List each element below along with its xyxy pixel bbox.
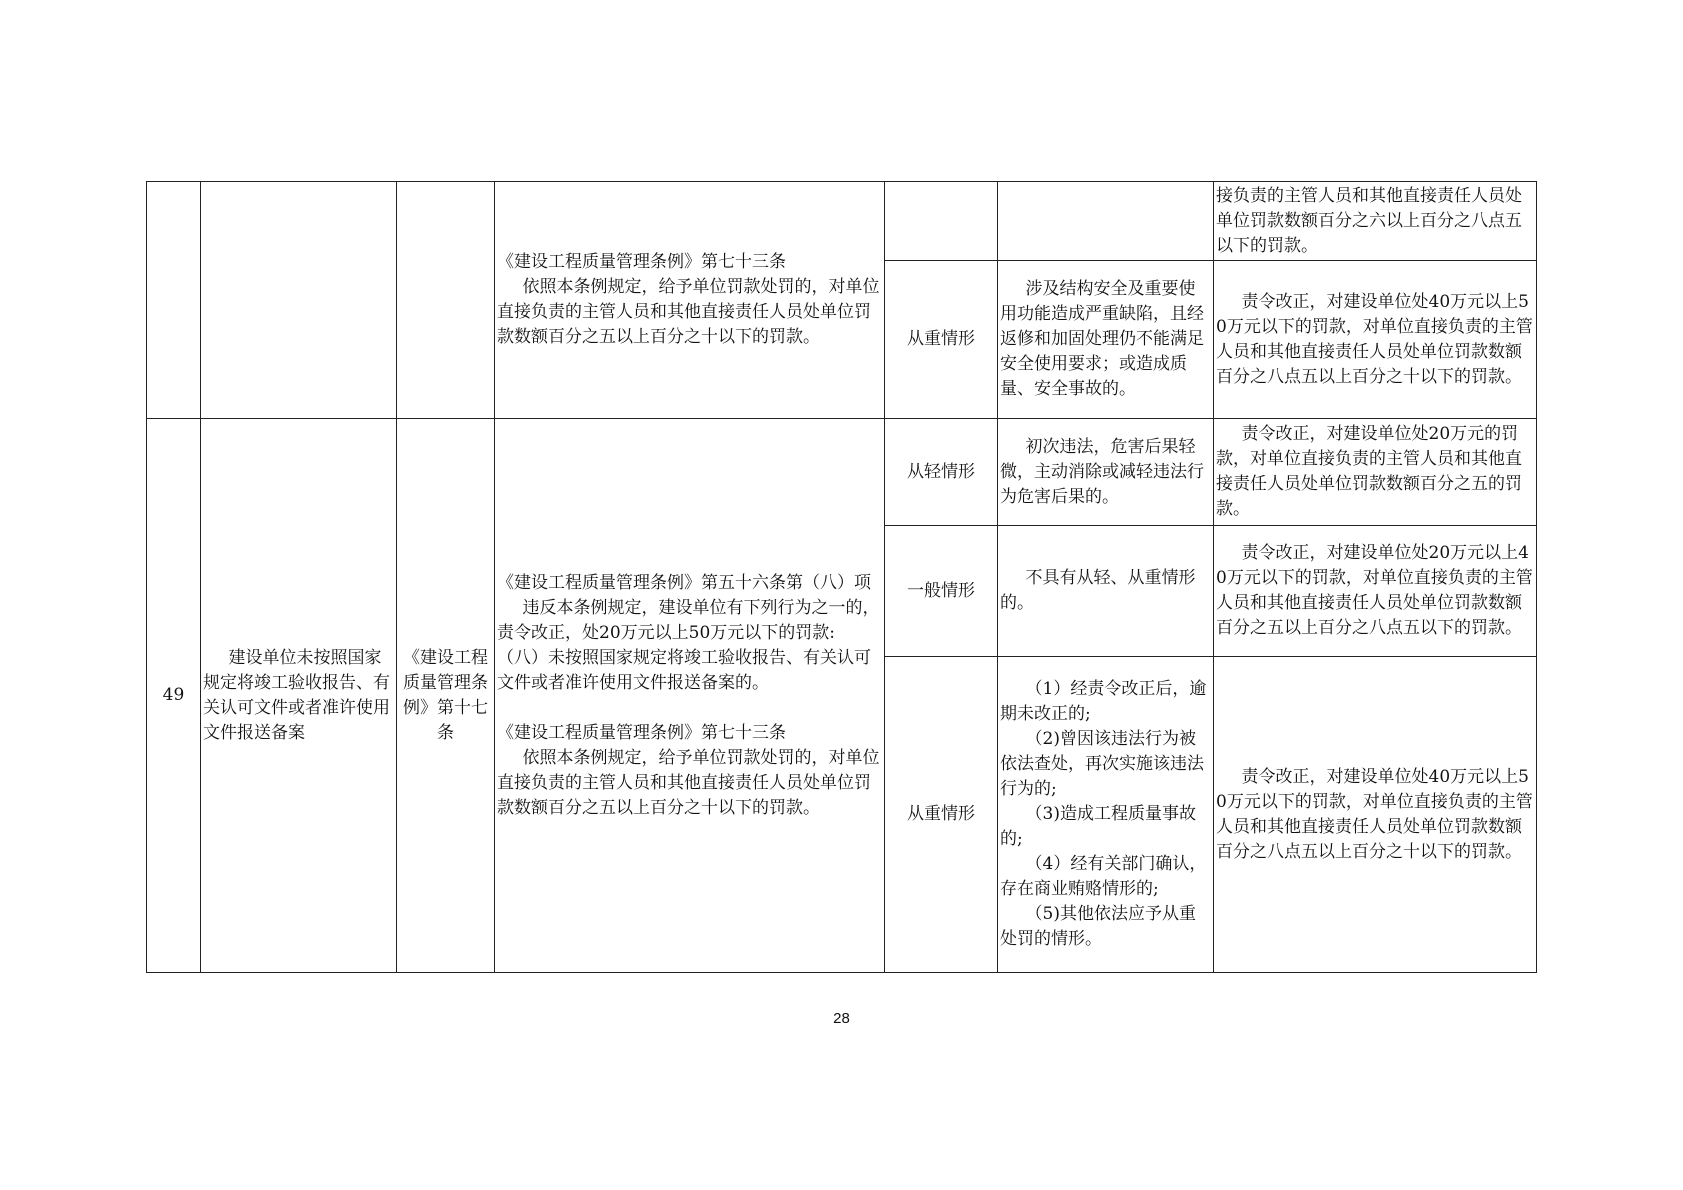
condition-item: （5)其他依法应予从重处罚的情形。 bbox=[1000, 904, 1196, 949]
condition-item: （1）经责令改正后，逾期未改正的; bbox=[1000, 679, 1207, 724]
legal-basis-paragraph: （八）未按照国家规定将竣工验收报告、有关认可文件或者准许使用文件报送备案的。 bbox=[497, 647, 871, 693]
legal-basis-spacer bbox=[497, 696, 882, 721]
condition-cell: 涉及结构安全及重要使用功能造成严重缺陷，且经返修和加固处理仍不能满足安全使用要求；或造成质量、安全事故的。 bbox=[998, 261, 1214, 419]
standard-cell: 责令改正，对建设单位处40万元以上50万元以下的罚款，对单位直接负责的主管人员和其他直接责任人员处单位罚款数额百分之八点五以上百分之十以下的罚款。 bbox=[1214, 261, 1537, 419]
basis-cell bbox=[397, 182, 495, 419]
level-cell: 从重情形 bbox=[885, 261, 998, 419]
number-cell: 49 bbox=[147, 419, 201, 973]
condition-item: （3)造成工程质量事故的; bbox=[1000, 804, 1196, 849]
number-cell bbox=[147, 182, 201, 419]
level-cell bbox=[885, 182, 998, 261]
condition-cell bbox=[998, 657, 1214, 973]
legal-basis-cell bbox=[495, 419, 885, 973]
basis-cell: 《建设工程质量管理条例》第十七条 bbox=[397, 419, 495, 973]
violation-cell: 建设单位未按照国家规定将竣工验收报告、有关认可文件或者准许使用文件报送备案 bbox=[201, 419, 397, 973]
legal-basis-paragraph: 依照本条例规定，给予单位罚款处罚的，对单位直接负责的主管人员和其他直接责任人员处单位罚款数额百分之五以上百分之十以下的罚款。 bbox=[497, 277, 880, 347]
table-row bbox=[147, 182, 1537, 261]
violation-cell bbox=[201, 182, 397, 419]
level-cell: 从轻情形 bbox=[885, 419, 998, 526]
legal-basis-paragraph: 《建设工程质量管理条例》第七十三条 bbox=[497, 722, 786, 743]
table-row bbox=[147, 419, 1537, 526]
condition-cell bbox=[998, 182, 1214, 261]
level-cell: 从重情形 bbox=[885, 657, 998, 973]
standard-cell: 责令改正，对建设单位处20万元以上40万元以下的罚款，对单位直接负责的主管人员和其他直接责任人员处单位罚款数额百分之五以上百分之八点五以下的罚款。 bbox=[1214, 526, 1537, 657]
legal-basis-cell bbox=[495, 182, 885, 419]
legal-basis-paragraph: 依照本条例规定，给予单位罚款处罚的，对单位直接负责的主管人员和其他直接责任人员处单位罚款数额百分之五以上百分之十以下的罚款。 bbox=[497, 747, 880, 818]
level-cell: 一般情形 bbox=[885, 526, 998, 657]
legal-basis-paragraph: 违反本条例规定，建设单位有下列行为之一的，责令改正，处20万元以上50万元以下的罚款: bbox=[497, 597, 880, 643]
page-number: 28 bbox=[833, 1010, 850, 1027]
standard-cell: 责令改正，对建设单位处40万元以上50万元以下的罚款，对单位直接负责的主管人员和其他直接责任人员处单位罚款数额百分之八点五以上百分之十以下的罚款。 bbox=[1214, 657, 1537, 973]
legal-basis-paragraph: 《建设工程质量管理条例》第五十六条第（八）项 bbox=[497, 572, 871, 593]
standard-cell: 责令改正，对建设单位处20万元的罚款，对单位直接负责的主管人员和其他直接责任人员处单位罚款数额百分之五的罚款。 bbox=[1214, 419, 1537, 526]
standard-cell: 接负责的主管人员和其他直接责任人员处单位罚款数额百分之六以上百分之八点五以下的罚款。 bbox=[1214, 182, 1537, 261]
condition-item: （4）经有关部门确认，存在商业贿赂情形的; bbox=[1000, 854, 1207, 899]
penalty-standards-table bbox=[146, 181, 1537, 973]
condition-item: （2)曾因该违法行为被依法查处，再次实施该违法行为的; bbox=[1000, 729, 1204, 799]
legal-basis-paragraph: 《建设工程质量管理条例》第七十三条 bbox=[497, 252, 786, 272]
condition-cell: 不具有从轻、从重情形的。 bbox=[998, 526, 1214, 657]
condition-cell: 初次违法，危害后果轻微，主动消除或减轻违法行为危害后果的。 bbox=[998, 419, 1214, 526]
